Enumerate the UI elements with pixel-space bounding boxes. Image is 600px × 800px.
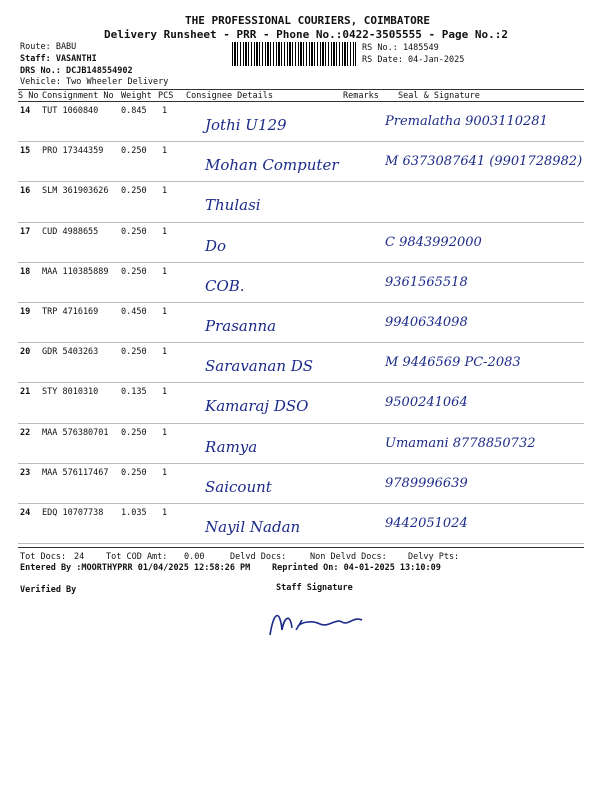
tot-docs-value: 24 <box>74 552 85 562</box>
row-consignment-no: EDQ 10707738 <box>42 508 104 518</box>
col-weight: Weight <box>121 91 152 101</box>
row-consignment-no: TRP 4716169 <box>42 307 99 317</box>
row-signature-handwriting: 9500241064 <box>385 395 468 411</box>
row-signature-handwriting: 9940634098 <box>385 315 468 330</box>
header-bottom-rule <box>18 101 584 102</box>
row-consignment-no: SLM 361903626 <box>42 186 109 197</box>
row-consignee-handwriting: Jothi U129 <box>205 116 287 134</box>
row-signature-handwriting: M 9446569 PC-2083 <box>385 355 521 371</box>
tot-cod-value: 0.00 <box>184 552 205 562</box>
reprinted-on: Reprinted On: 04-01-2025 13:10:09 <box>272 563 441 573</box>
row-divider <box>18 503 584 504</box>
row-consignee-handwriting: Nayil Nadan <box>205 518 301 536</box>
row-pcs: 1 <box>162 146 168 157</box>
delvy-pts-label: Delvy Pts: <box>408 552 460 562</box>
row-sno: 17 <box>20 226 31 237</box>
row-consignee-handwriting: Ramya <box>205 437 258 456</box>
row-sno: 21 <box>20 387 31 398</box>
row-consignment-no: STY 8010310 <box>42 387 99 398</box>
barcode-graphic <box>232 42 356 66</box>
rs-number: RS No.: 1485549 <box>362 43 439 53</box>
row-consignment-no: MAA 110385889 <box>42 266 109 277</box>
row-signature-handwriting: C 9843992000 <box>385 234 482 250</box>
row-divider <box>18 342 584 343</box>
row-consignment-no: CUD 4988655 <box>42 226 99 237</box>
row-pcs: 1 <box>162 186 168 197</box>
col-seal-signature: Seal & Signature <box>398 91 480 101</box>
row-sno: 23 <box>20 467 31 478</box>
row-consignee-handwriting: Thulasi <box>205 196 261 215</box>
row-signature-handwriting: 9442051024 <box>385 516 468 531</box>
tot-docs-label: Tot Docs: <box>20 552 67 562</box>
row-sno: 20 <box>20 347 31 358</box>
row-divider <box>18 423 584 424</box>
vehicle: Vehicle: Two Wheeler Delivery <box>20 77 169 87</box>
col-sno: S No <box>18 91 39 101</box>
row-pcs: 1 <box>162 347 168 358</box>
tot-cod-label: Tot COD Amt: <box>106 552 168 562</box>
header-top-rule <box>18 89 584 90</box>
row-divider <box>18 222 584 223</box>
row-pcs: 1 <box>162 226 168 237</box>
runsheet-title: Delivery Runsheet - PRR - Phone No.:0422-3505555 - Page No.:2 <box>104 28 508 41</box>
footer-rule <box>18 547 584 548</box>
col-remarks: Remarks <box>343 91 379 101</box>
row-divider <box>18 262 584 263</box>
staff-signature-drawing <box>262 600 382 645</box>
row-pcs: 1 <box>162 106 168 116</box>
row-sno: 19 <box>20 307 31 317</box>
row-consignee-handwriting: Prasanna <box>205 317 277 335</box>
row-weight: 0.250 <box>121 186 147 197</box>
col-pcs: PCS <box>158 91 174 101</box>
row-signature-handwriting: Premalatha 9003110281 <box>385 114 548 129</box>
staff: Staff: VASANTHI <box>20 54 97 64</box>
rs-date: RS Date: 04-Jan-2025 <box>362 55 465 65</box>
row-consignment-no: MAA 576117467 <box>42 467 109 478</box>
row-sno: 15 <box>20 146 31 157</box>
verified-by: Verified By <box>20 585 77 595</box>
drs-number: DRS No.: DCJB148554902 <box>20 66 133 76</box>
row-consignee-handwriting: Saravanan DS <box>205 357 314 376</box>
row-pcs: 1 <box>162 508 168 518</box>
row-signature-handwriting: 9789996639 <box>385 475 468 491</box>
delvd-docs-label: Delvd Docs: <box>230 552 287 562</box>
row-sno: 18 <box>20 266 31 277</box>
row-weight: 1.035 <box>121 508 147 518</box>
row-consignee-handwriting: Do <box>205 236 227 255</box>
row-sno: 24 <box>20 508 31 518</box>
row-divider <box>18 463 584 464</box>
row-consignee-handwriting: Kamaraj DSO <box>205 397 309 416</box>
col-consignment: Consignment No <box>42 91 114 101</box>
row-divider <box>18 181 584 182</box>
col-consignee: Consignee Details <box>186 91 273 101</box>
row-weight: 0.450 <box>121 307 147 317</box>
route: Route: BABU <box>20 42 77 52</box>
row-consignee-handwriting: COB. <box>205 276 245 295</box>
row-weight: 0.250 <box>121 146 147 157</box>
company-name: THE PROFESSIONAL COURIERS, COIMBATORE <box>185 14 431 27</box>
row-consignment-no: GDR 5403263 <box>42 347 99 358</box>
row-weight: 0.250 <box>121 427 147 438</box>
row-sno: 22 <box>20 427 31 438</box>
row-weight: 0.135 <box>121 387 147 398</box>
row-divider <box>18 543 584 544</box>
row-consignee-handwriting: Saicount <box>205 477 272 496</box>
row-divider <box>18 302 584 303</box>
row-consignment-no: PRO 17344359 <box>42 146 104 157</box>
row-consignment-no: MAA 576380701 <box>42 427 109 438</box>
non-delvd-docs-label: Non Delvd Docs: <box>310 552 387 562</box>
row-pcs: 1 <box>162 427 168 438</box>
row-divider <box>18 382 584 383</box>
row-sno: 14 <box>20 106 31 116</box>
row-signature-handwriting: Umamani 8778850732 <box>385 435 536 451</box>
row-weight: 0.845 <box>121 106 147 116</box>
staff-signature-label: Staff Signature <box>276 583 353 593</box>
entered-by: Entered By :MOORTHYPRR 01/04/2025 12:58:26 PM <box>20 563 251 573</box>
row-pcs: 1 <box>162 307 168 317</box>
row-consignee-handwriting: Mohan Computer <box>205 156 339 175</box>
row-weight: 0.250 <box>121 347 147 358</box>
row-weight: 0.250 <box>121 467 147 478</box>
row-sno: 16 <box>20 186 31 197</box>
row-pcs: 1 <box>162 266 168 277</box>
row-divider <box>18 141 584 142</box>
row-weight: 0.250 <box>121 266 147 277</box>
row-pcs: 1 <box>162 387 168 398</box>
row-signature-handwriting: M 6373087641 (9901728982) <box>385 154 583 170</box>
row-signature-handwriting: 9361565518 <box>385 274 468 290</box>
row-pcs: 1 <box>162 467 168 478</box>
row-consignment-no: TUT 1060840 <box>42 106 99 116</box>
row-weight: 0.250 <box>121 226 147 237</box>
